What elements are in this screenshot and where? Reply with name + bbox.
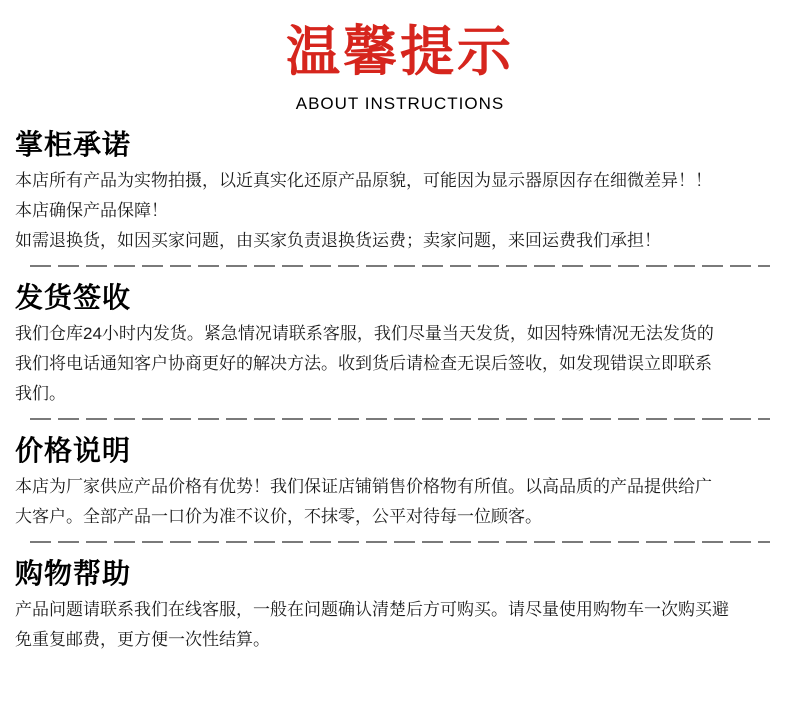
section-shopkeeper-promise [15,128,785,256]
section-shopping-help [15,557,785,655]
paragraph-line: 我们将电话通知客户协商更好的解决方法。收到货后请检查无误后签收，如发现错误立即联系 [15,354,712,373]
section-body [15,166,785,256]
dashed-divider [30,541,770,543]
section-heading: 发货签收 [15,282,132,313]
paragraph-line: 如需退换货，如因买家问题，由买家负责退换货运费；卖家问题，来回运费我们承担！ [15,231,661,250]
page-title: 温馨提示 [286,22,514,82]
section-shipping-receipt [15,281,785,409]
page-subtitle: ABOUT INSTRUCTIONS [295,94,505,113]
paragraph-line: 本店确保产品保障！ [15,201,168,220]
section-price-notes [15,434,785,532]
section-heading: 购物帮助 [15,558,132,589]
paragraph-line: 本店为厂家供应产品价格有优势！我们保证店铺销售价格物有所值。以高品质的产品提供给广 [15,477,712,496]
page-content [0,128,800,655]
page-header [0,0,800,114]
section-body [15,472,785,532]
dashed-divider [30,418,770,420]
paragraph-line: 我们仓库24小时内发货。紧急情况请联系客服，我们尽量当天发货，如因特殊情况无法发货的 [15,324,714,343]
section-body [15,319,785,409]
paragraph-line: 本店所有产品为实物拍摄，以近真实化还原产品原貌，可能因为显示器原因存在细微差异！！ [15,171,712,190]
section-heading: 价格说明 [15,435,132,466]
paragraph-line: 我们。 [15,384,66,403]
section-heading: 掌柜承诺 [15,129,132,160]
paragraph-line: 大客户。全部产品一口价为准不议价，不抹零，公平对待每一位顾客。 [15,507,542,526]
dashed-divider [30,265,770,267]
section-body [15,595,785,655]
paragraph-line: 产品问题请联系我们在线客服，一般在问题确认清楚后方可购买。请尽量使用购物车一次购买避 [15,600,729,619]
paragraph-line: 免重复邮费，更方便一次性结算。 [15,630,270,649]
